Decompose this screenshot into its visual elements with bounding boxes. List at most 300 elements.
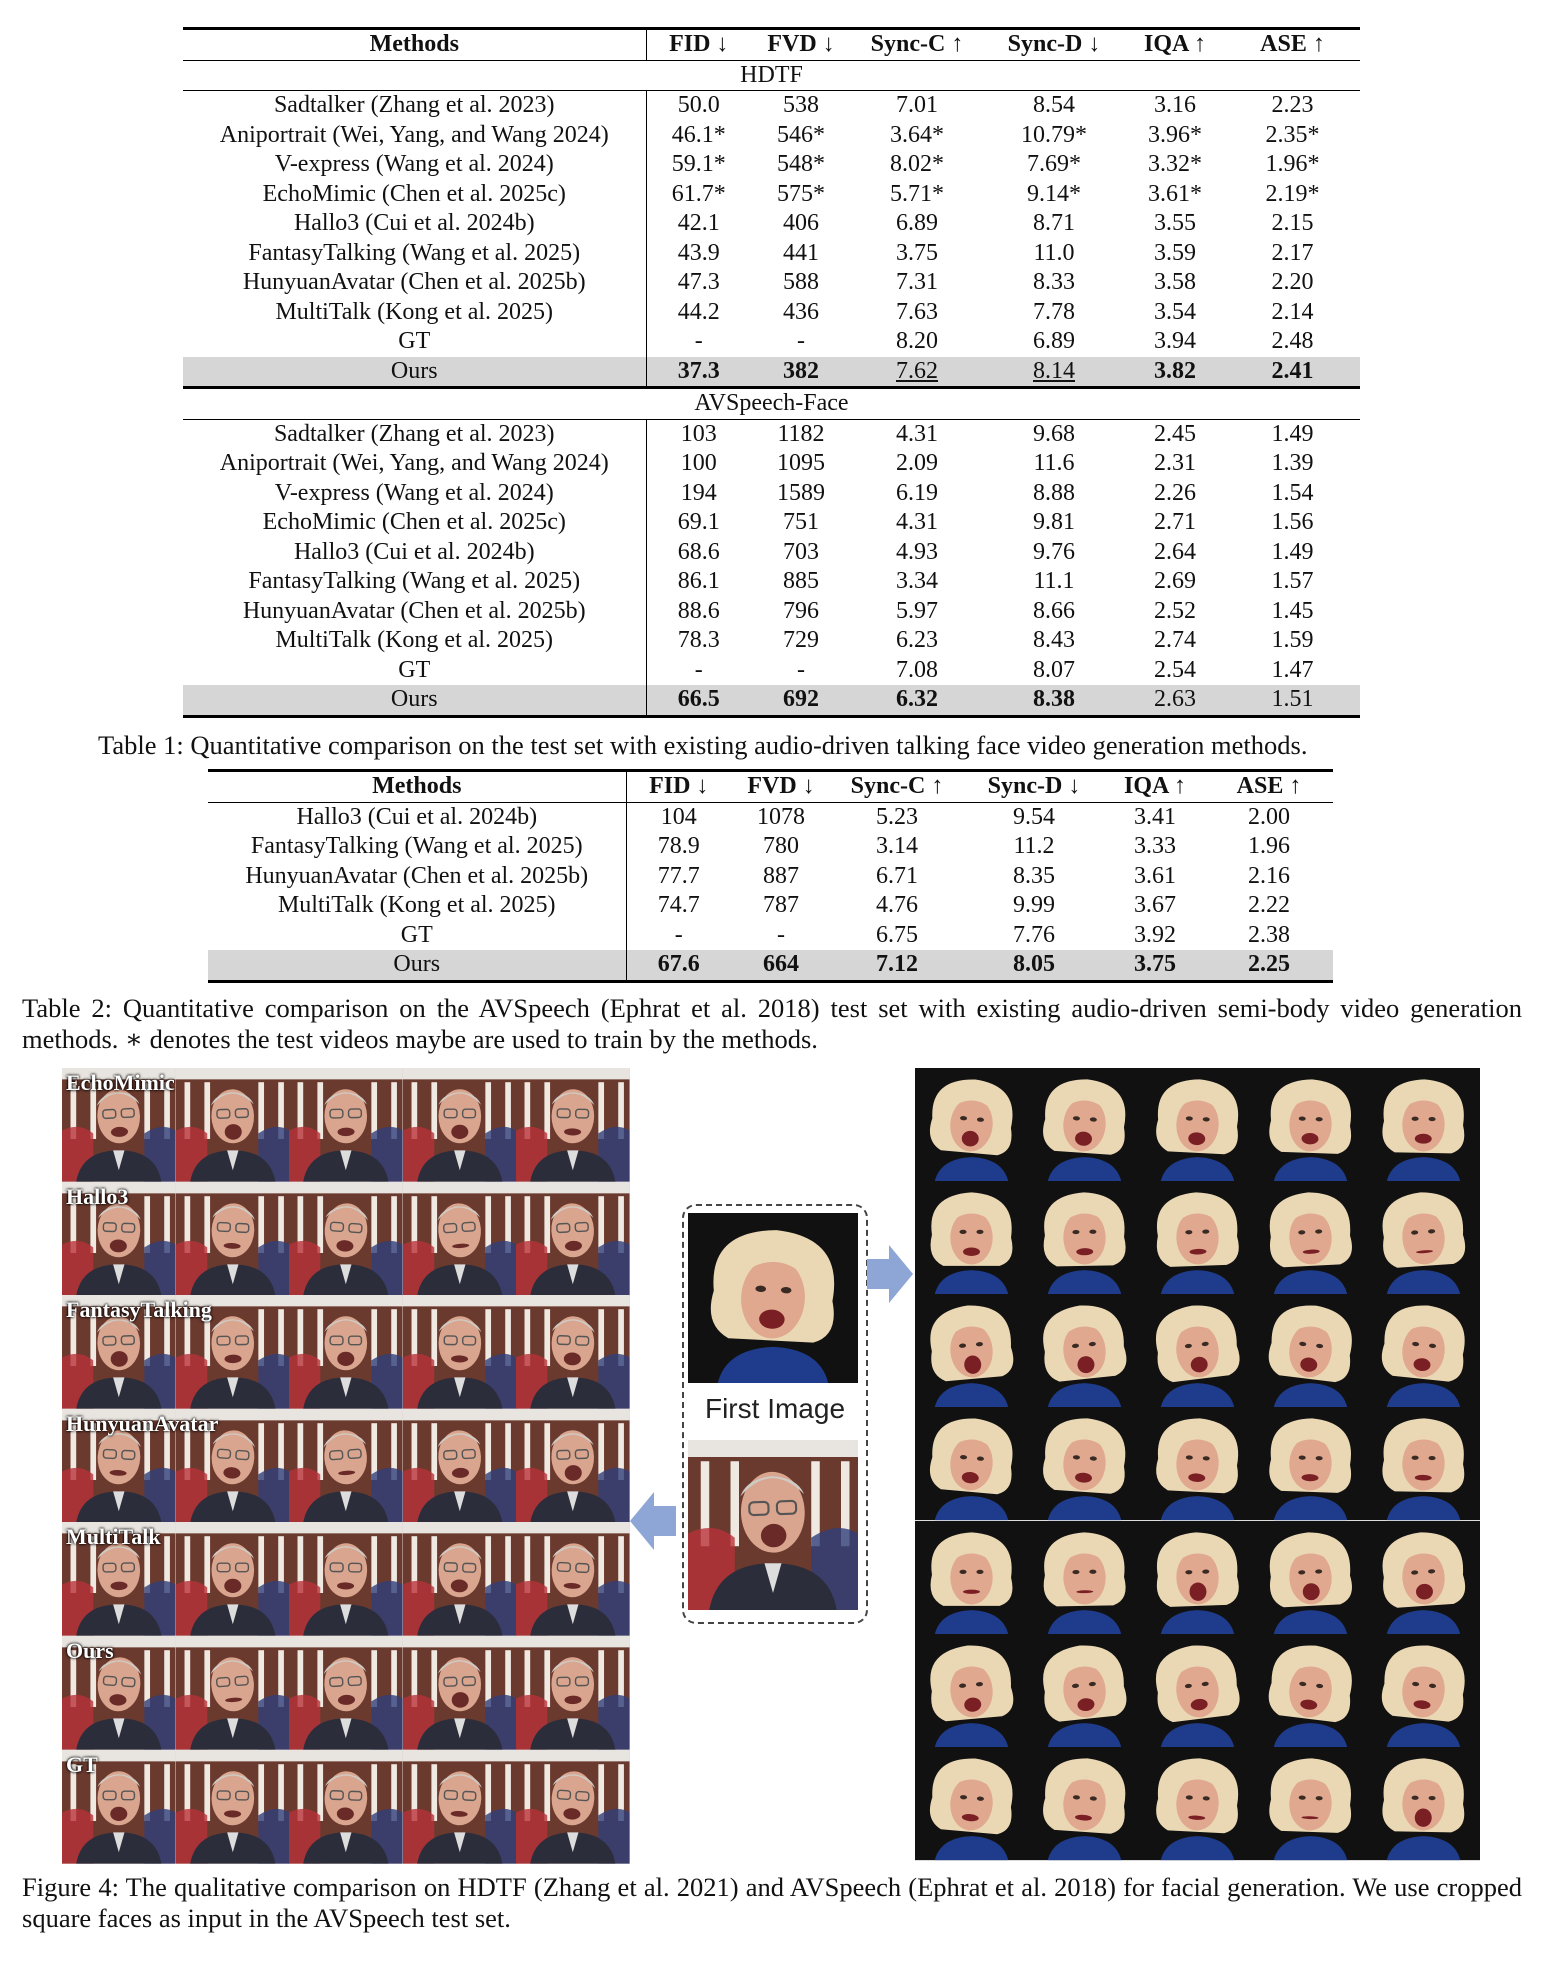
table-row [208, 921, 1333, 951]
metric-cell: 7.12 [831, 950, 963, 981]
method-cell: Ours [208, 950, 626, 981]
metric-cell: 3.82 [1125, 357, 1225, 388]
hdtf-frame [289, 1409, 403, 1523]
method-row-label: MultiTalk [66, 1524, 161, 1550]
method-row-label: HunyuanAvatar [66, 1410, 219, 1436]
table-1-caption [98, 730, 1498, 761]
metric-cell: 7.63 [896, 298, 938, 325]
caption-text: The qualitative comparison on HDTF (Zhang et al. 2021) and AVSpeech (Ephrat et al. 2018) for facial generation. We use cropped square faces as input in the AVSpeech test set. [22, 1872, 1522, 1933]
metric-cell: 885 [783, 568, 819, 594]
metric-cell: 2.71 [1154, 509, 1196, 535]
table-row [183, 239, 1360, 269]
hdtf-frame [403, 1068, 517, 1182]
method-cell: MultiTalk (Kong et al. 2025) [183, 626, 646, 656]
metric-cell: 6.75 [876, 921, 918, 948]
metric-cell: 103 [680, 420, 717, 447]
hdtf-frame [62, 1636, 176, 1750]
avspeech-frame [915, 1294, 1028, 1407]
avspeech-frame [915, 1747, 1028, 1860]
metric-cell: 69.1 [677, 509, 720, 535]
avspeech-frame [1367, 1521, 1480, 1634]
metric-cell: 8.20 [896, 328, 938, 354]
metric-cell: 42.1 [677, 210, 720, 236]
metric-cell: 3.94 [1154, 328, 1196, 354]
col-header: Methods [208, 771, 626, 803]
method-cell: GT [208, 921, 626, 951]
metric-cell: - [694, 328, 703, 354]
metric-cell: 8.54 [1033, 92, 1075, 118]
metric-cell: 8.14 [983, 357, 1125, 388]
col-header: Sync-C ↑ [831, 771, 963, 803]
table-row [183, 656, 1360, 686]
metric-cell: 11.0 [1033, 239, 1075, 266]
method-cell: HunyuanAvatar (Chen et al. 2025b) [208, 862, 626, 892]
metric-cell: 3.61* [1148, 180, 1202, 207]
table-2-caption [22, 993, 1522, 1055]
hdtf-frame [403, 1636, 517, 1750]
hdtf-frame [176, 1750, 290, 1864]
metric-cell: 9.81 [1033, 509, 1075, 535]
metric-cell: 3.16 [1154, 92, 1196, 118]
table-row [183, 268, 1360, 298]
metric-cell: 46.1* [671, 121, 726, 148]
first-image-label: First Image [704, 1393, 846, 1424]
metric-cell: 3.67 [1134, 892, 1176, 918]
metric-cell: 3.96* [1148, 121, 1202, 148]
metric-cell: 1.59 [1271, 627, 1314, 653]
metric-cell: 3.14 [876, 833, 918, 859]
metric-cell: 3.64* [890, 121, 944, 148]
avspeech-frame [1028, 1068, 1141, 1181]
hdtf-frame [403, 1750, 517, 1864]
table-row [208, 832, 1333, 862]
metric-cell: 2.54 [1154, 656, 1196, 683]
metric-cell: 538 [783, 92, 819, 118]
metric-cell: 2.31 [1154, 450, 1196, 476]
avspeech-frame [915, 1521, 1028, 1634]
metric-cell: 787 [763, 892, 799, 918]
table-row [183, 479, 1360, 509]
metric-cell: 548* [777, 151, 825, 177]
metric-cell: 1095 [777, 450, 825, 476]
hdtf-frame [516, 1522, 630, 1636]
metric-cell: 2.26 [1154, 479, 1196, 506]
avspeech-frame [1028, 1634, 1141, 1747]
metric-cell: 4.76 [876, 892, 918, 918]
metric-cell: 1589 [777, 479, 825, 506]
table-2-body [208, 802, 1333, 981]
col-header: Sync-D ↓ [963, 771, 1105, 803]
metric-cell: 751 [783, 509, 819, 535]
hdtf-frame [403, 1182, 517, 1296]
method-cell: FantasyTalking (Wang et al. 2025) [183, 239, 646, 269]
metric-cell: 78.9 [657, 833, 700, 859]
table-row [183, 121, 1360, 151]
table-row [183, 180, 1360, 210]
hdtf-frame [289, 1182, 403, 1296]
table-row-ours [183, 685, 1360, 716]
col-header: ASE ↑ [1225, 29, 1360, 61]
metric-cell: 37.3 [646, 357, 751, 388]
hdtf-frame [403, 1295, 517, 1409]
metric-cell: 1.45 [1271, 597, 1314, 624]
metric-cell: 78.3 [677, 627, 720, 653]
method-row-label: EchoMimic [66, 1070, 175, 1095]
metric-cell: 3.54 [1154, 298, 1196, 325]
metric-cell: 382 [751, 357, 851, 388]
avspeech-frame [1254, 1634, 1367, 1747]
hdtf-frame [62, 1295, 212, 1409]
first-image-avspeech [688, 1213, 858, 1383]
metric-cell: 50.0 [677, 92, 720, 118]
metric-cell: 6.32 [851, 685, 983, 716]
avspeech-comparison-grid [915, 1068, 1480, 1860]
metric-cell: 43.9 [677, 239, 720, 266]
metric-cell: 2.15 [1271, 210, 1314, 236]
metric-cell: 100 [680, 450, 717, 476]
metric-cell: 436 [783, 298, 819, 325]
metric-cell: 10.79* [1021, 121, 1087, 148]
hdtf-frame [62, 1522, 176, 1636]
metric-cell: 1.49 [1271, 420, 1314, 447]
hdtf-frame [516, 1750, 630, 1864]
metric-cell: 3.41 [1134, 803, 1176, 830]
avspeech-frame [1141, 1181, 1254, 1294]
metric-cell: 575* [777, 180, 825, 207]
metric-cell: 194 [680, 479, 717, 506]
col-header: Sync-C ↑ [851, 29, 983, 61]
metric-cell: 729 [783, 627, 819, 653]
metric-cell: 8.35 [1013, 862, 1055, 889]
avspeech-frame [1254, 1294, 1367, 1407]
metric-cell: 1078 [757, 803, 805, 830]
metric-cell: 2.17 [1271, 239, 1314, 266]
hdtf-comparison-grid [62, 1068, 630, 1860]
metric-cell: 2.64 [1154, 538, 1196, 565]
table-row [183, 538, 1360, 568]
metric-cell: 2.48 [1271, 328, 1314, 354]
metric-cell: 1.39 [1271, 450, 1314, 476]
avspeech-frame [1367, 1181, 1480, 1294]
avspeech-frame [1028, 1747, 1141, 1860]
hdtf-frame [289, 1295, 403, 1409]
metric-cell: 1.57 [1271, 568, 1314, 594]
avspeech-frame [1367, 1068, 1480, 1181]
metric-cell: 7.31 [896, 269, 938, 295]
col-header: FID ↓ [626, 771, 731, 803]
metric-cell: 8.07 [1033, 656, 1075, 683]
metric-cell: 8.05 [963, 950, 1105, 981]
table-row [208, 802, 1333, 832]
hdtf-frame [289, 1750, 403, 1864]
metric-cell: 2.69 [1154, 568, 1196, 594]
avspeech-frame [1141, 1407, 1254, 1520]
metric-cell: 59.1* [671, 151, 726, 177]
metric-cell: 8.43 [1033, 627, 1075, 653]
avspeech-frame [1141, 1634, 1254, 1747]
table-row [183, 209, 1360, 239]
table-row [208, 891, 1333, 921]
metric-cell: 4.93 [896, 538, 938, 565]
metric-cell: 2.22 [1248, 892, 1290, 918]
metric-cell: 3.75 [1105, 950, 1205, 981]
metric-cell: 703 [783, 538, 819, 565]
metric-cell: 5.97 [896, 597, 938, 624]
metric-cell: 664 [731, 950, 831, 981]
method-cell: Sadtalker (Zhang et al. 2023) [183, 419, 646, 449]
metric-cell: 7.62 [851, 357, 983, 388]
method-cell: Hallo3 (Cui et al. 2024b) [183, 538, 646, 568]
hdtf-frame [62, 1409, 219, 1523]
avspeech-frame [1254, 1521, 1367, 1634]
hdtf-frame [289, 1522, 403, 1636]
method-cell: MultiTalk (Kong et al. 2025) [183, 298, 646, 328]
avspeech-frame [1254, 1747, 1367, 1860]
caption-text: Quantitative comparison on the AVSpeech (Ephrat et al. 2018) test set with existing audio-driven semi-body video generation methods. ∗ denotes the test videos maybe are used to train by the methods. [22, 993, 1523, 1054]
avspeech-frame [915, 1407, 1028, 1520]
metric-cell: 3.33 [1134, 833, 1176, 859]
table-row [183, 597, 1360, 627]
arrow-left-icon [630, 1492, 676, 1550]
avspeech-frame [1254, 1407, 1367, 1520]
metric-cell: - [797, 328, 805, 354]
method-cell: GT [183, 327, 646, 357]
caption-label: Table 2: [22, 993, 112, 1023]
method-cell: Aniportrait (Wei, Yang, and Wang 2024) [183, 121, 646, 151]
metric-cell: 8.38 [983, 685, 1125, 716]
method-row-label: FantasyTalking [66, 1297, 212, 1323]
avspeech-frame [1367, 1294, 1480, 1407]
metric-cell: 4.31 [896, 509, 938, 535]
metric-cell: 8.33 [1033, 269, 1075, 295]
avspeech-frame [1028, 1521, 1141, 1634]
method-cell: Hallo3 (Cui et al. 2024b) [208, 802, 626, 832]
metric-cell: 67.6 [626, 950, 731, 981]
metric-cell: 61.7* [671, 180, 726, 207]
method-cell: Sadtalker (Zhang et al. 2023) [183, 91, 646, 121]
avspeech-frame [915, 1181, 1028, 1294]
metric-cell: 5.23 [876, 803, 918, 830]
metric-cell: 88.6 [677, 597, 720, 624]
table-row [183, 449, 1360, 479]
metric-cell: 1.96 [1248, 833, 1290, 859]
metric-cell: 9.76 [1033, 538, 1075, 565]
metric-cell: 7.01 [896, 92, 938, 118]
metric-cell: 1.49 [1271, 538, 1314, 565]
metric-cell: 68.6 [677, 538, 720, 565]
metric-cell: 780 [763, 833, 799, 859]
avspeech-frame [1141, 1521, 1254, 1634]
metric-cell: 3.32* [1148, 151, 1202, 177]
hdtf-frame [403, 1409, 517, 1523]
hdtf-frame [516, 1068, 630, 1182]
metric-cell: 7.76 [1013, 921, 1055, 948]
metric-cell: 6.19 [896, 479, 938, 506]
method-cell: V-express (Wang et al. 2024) [183, 150, 646, 180]
avspeech-frame [1141, 1747, 1254, 1860]
metric-cell: 11.6 [1033, 450, 1075, 476]
metric-cell: 2.16 [1248, 862, 1290, 889]
metric-cell: 9.68 [1033, 420, 1075, 447]
method-cell: Hallo3 (Cui et al. 2024b) [183, 209, 646, 239]
metric-cell: 86.1 [677, 568, 720, 594]
method-cell: Ours [183, 357, 646, 388]
metric-cell: 406 [783, 210, 819, 236]
metric-cell: 3.59 [1154, 239, 1196, 266]
metric-cell: 1.96* [1265, 151, 1320, 177]
method-cell: GT [183, 656, 646, 686]
avspeech-frame [1254, 1181, 1367, 1294]
figure-4-caption [22, 1872, 1522, 1934]
avspeech-frame [1028, 1407, 1141, 1520]
table-row [208, 862, 1333, 892]
col-header: Sync-D ↓ [983, 29, 1125, 61]
hdtf-frame [176, 1636, 290, 1750]
metric-cell: 74.7 [657, 892, 700, 918]
metric-cell: 3.92 [1134, 921, 1176, 948]
hdtf-frame [62, 1750, 176, 1864]
hdtf-frame [289, 1068, 403, 1182]
group-title: AVSpeech-Face [183, 388, 1360, 420]
group-header-row [183, 60, 1360, 91]
metric-cell: 2.38 [1248, 921, 1290, 948]
arrow-right-icon [867, 1245, 913, 1303]
metric-cell: 7.08 [896, 656, 938, 683]
hdtf-frame [516, 1182, 630, 1296]
caption-label: Figure 4: [22, 1872, 119, 1902]
metric-cell: 887 [763, 862, 799, 889]
caption-text: Quantitative comparison on the test set with existing audio-driven talking face video generation methods. [190, 730, 1308, 760]
method-row-label: Ours [66, 1638, 114, 1664]
metric-cell: 3.61 [1134, 862, 1176, 889]
metric-cell: 2.20 [1271, 269, 1314, 295]
table-1 [183, 27, 1360, 718]
col-header: FVD ↓ [731, 771, 831, 803]
metric-cell: - [777, 921, 785, 948]
metric-cell: 2.19* [1265, 180, 1320, 207]
metric-cell: 2.35* [1265, 121, 1320, 148]
method-cell: EchoMimic (Chen et al. 2025c) [183, 508, 646, 538]
hdtf-frame [403, 1522, 517, 1636]
col-header: Methods [183, 29, 646, 61]
metric-cell: 3.34 [896, 568, 938, 594]
col-header: FVD ↓ [751, 29, 851, 61]
method-row-label: Hallo3 [66, 1183, 129, 1209]
hdtf-frame [176, 1522, 290, 1636]
avspeech-frame [915, 1634, 1028, 1747]
metric-cell: 44.2 [677, 298, 720, 325]
table-row [183, 508, 1360, 538]
metric-cell: 5.71* [890, 180, 944, 207]
table-row [183, 298, 1360, 328]
metric-cell: 2.23 [1271, 92, 1314, 118]
table-row [183, 150, 1360, 180]
metric-cell: 692 [751, 685, 851, 716]
caption-label: Table 1: [98, 730, 184, 760]
table-row-ours [183, 357, 1360, 388]
method-cell: Aniportrait (Wei, Yang, and Wang 2024) [183, 449, 646, 479]
metric-cell: 2.00 [1248, 803, 1290, 830]
table-2-header [208, 771, 1333, 803]
method-cell: V-express (Wang et al. 2024) [183, 479, 646, 509]
avspeech-frame [1028, 1181, 1141, 1294]
table-row [183, 567, 1360, 597]
avspeech-frame [1141, 1294, 1254, 1407]
method-cell: HunyuanAvatar (Chen et al. 2025b) [183, 268, 646, 298]
metric-cell: 1.47 [1271, 656, 1314, 683]
hdtf-frame [62, 1182, 176, 1296]
col-header: FID ↓ [646, 29, 751, 61]
avspeech-frame [1254, 1068, 1367, 1181]
metric-cell: 11.2 [1013, 833, 1055, 859]
table-1-header [183, 29, 1360, 61]
metric-cell: 9.99 [1013, 892, 1055, 918]
table-row [183, 327, 1360, 357]
avspeech-frame [1367, 1407, 1480, 1520]
table-1-body [183, 60, 1360, 716]
metric-cell: 1.51 [1225, 685, 1360, 716]
metric-cell: 2.14 [1271, 298, 1314, 325]
hdtf-frame [516, 1295, 630, 1409]
metric-cell: 1.56 [1271, 509, 1314, 535]
metric-cell: 8.71 [1033, 210, 1075, 236]
table-row [183, 419, 1360, 449]
metric-cell: 441 [783, 239, 819, 266]
hdtf-frame [289, 1636, 403, 1750]
metric-cell: 1.54 [1271, 479, 1314, 506]
hdtf-frame [176, 1182, 290, 1296]
method-cell: HunyuanAvatar (Chen et al. 2025b) [183, 597, 646, 627]
method-cell: FantasyTalking (Wang et al. 2025) [208, 832, 626, 862]
metric-cell: 546* [777, 121, 825, 148]
metric-cell: 8.88 [1033, 479, 1075, 506]
metric-cell: 9.54 [1013, 803, 1055, 830]
hdtf-frame [62, 1068, 176, 1182]
metric-cell: - [694, 656, 703, 683]
metric-cell: 77.7 [657, 862, 700, 889]
metric-cell: 3.75 [896, 239, 938, 266]
method-cell: MultiTalk (Kong et al. 2025) [208, 891, 626, 921]
metric-cell: 104 [660, 803, 697, 830]
avspeech-frame [1141, 1068, 1254, 1181]
metric-cell: 7.78 [1033, 298, 1075, 325]
table-row [183, 626, 1360, 656]
avspeech-frame [1367, 1634, 1480, 1747]
metric-cell: 9.14* [1027, 180, 1081, 207]
metric-cell: - [674, 921, 683, 948]
method-cell: EchoMimic (Chen et al. 2025c) [183, 180, 646, 210]
col-header: IQA ↑ [1125, 29, 1225, 61]
hdtf-frame [516, 1409, 630, 1523]
metric-cell: 6.71 [876, 862, 918, 889]
table-2 [208, 769, 1333, 983]
metric-cell: 6.89 [1033, 328, 1075, 354]
metric-cell: 2.74 [1154, 627, 1196, 653]
avspeech-frame [915, 1068, 1028, 1181]
table-row-ours [208, 950, 1333, 981]
metric-cell: 6.89 [896, 210, 938, 236]
first-image-hdtf [688, 1440, 858, 1610]
metric-cell: - [797, 656, 805, 683]
metric-cell: 588 [783, 269, 819, 295]
metric-cell: 8.02* [890, 151, 944, 177]
metric-cell: 2.09 [896, 450, 938, 476]
metric-cell: 7.69* [1027, 151, 1081, 177]
avspeech-frame [1367, 1747, 1480, 1860]
group-title: HDTF [183, 60, 1360, 91]
metric-cell: 8.66 [1033, 597, 1075, 624]
metric-cell: 66.5 [646, 685, 751, 716]
